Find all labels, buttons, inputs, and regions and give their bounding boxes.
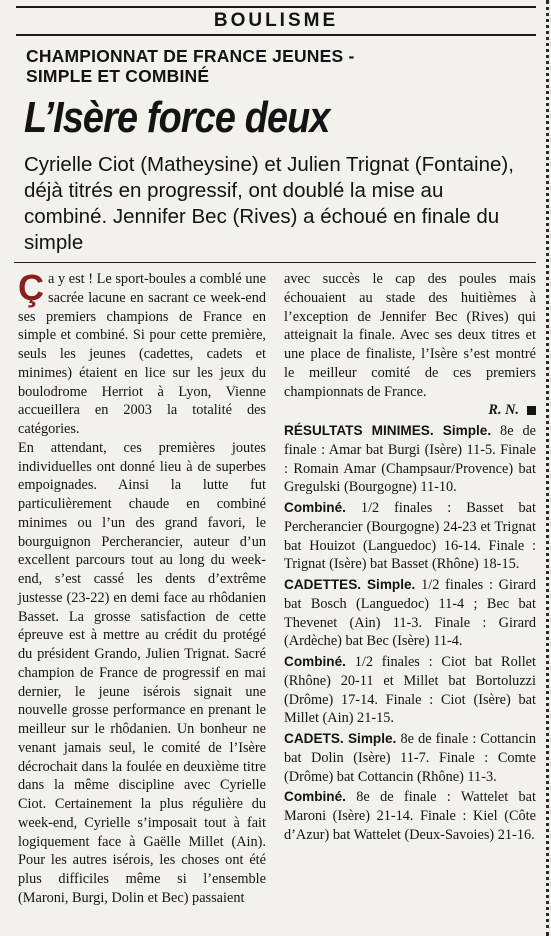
result-heading: Combiné. bbox=[284, 500, 346, 515]
result-text: 1/2 finales : Basset bat Percherancier (Bourgogne) 24-23 et Trignat bat Houizot (Languedoc) 16-14. Finale : Trignat (Isère) bat Basset (Rhône) 18-15. bbox=[284, 500, 536, 573]
result-heading: Combiné. bbox=[284, 654, 346, 669]
result-heading: Combiné. bbox=[284, 789, 346, 805]
result-entry bbox=[284, 576, 536, 651]
page-edge-dotted-rule bbox=[546, 0, 549, 936]
article-paragraph-2-part-a: En attendant, ces premières joutes individuelles ont donné lieu à de superbes empoignades. Ainsi la lutte fut particulièrement chaude en combiné minimes ou l’un des grand favori, le bourguignon Percherancier, auteur d’un excellent parcours tout au long du week-end, s’est cassé les dents d’extrême justesse (23-22) en demi face au rhôdanien Basset. La grosse satisfaction de cette épreuve est à mettre au crédit du protégé du président Grando, Julien Trignat. Sacré champion de France de progressif en mai dernier, le jeune isérois signait une nouvelle grosse performance en prenant le meilleur sur le rhôdanien. Un bonheur ne venant jamais seul, le comité de l’Isère décrochait dans la foulée en deuxième titre dans la même discipline avec Cyrielle Ciot. Certainement la plus régulière du week-end, Cyrielle s’imposait tout à fait logiquement face à Gaëlle Millet (Ain). Pour les autres isérois, les choses ont été plus difficiles même si l’ensemble (Maroni, Burgi, Dolin et Bec) passaient bbox=[18, 439, 266, 906]
result-text: 8e de finale : Cottancin bat Dolin (Isère) 11-7. Finale : Comte (Drôme) bat Cottancin (Rhône) 11-3. bbox=[284, 731, 537, 785]
article-signature bbox=[284, 401, 536, 420]
article-headline: L’Isère force deux bbox=[24, 93, 330, 142]
drop-cap: Ç bbox=[18, 267, 44, 308]
kicker-line-2: SIMPLE ET COMBINÉ bbox=[26, 66, 210, 86]
result-text: 8e de finale : Wattelet bat Maroni (Isère) 21-14. Finale : Kiel (Côte d’Azur) bat Wattelet (Deux-Savoies) 21-16. bbox=[284, 789, 536, 843]
result-entry bbox=[284, 653, 536, 728]
article-column-left bbox=[18, 267, 266, 908]
signature-text: R. N. bbox=[488, 402, 519, 419]
kicker-line-1: CHAMPIONNAT DE FRANCE JEUNES - bbox=[26, 46, 355, 66]
article-paragraph-1 bbox=[18, 267, 266, 439]
article-column-right bbox=[284, 270, 536, 845]
result-text: 1/2 finales : Girard bat Bosch (Languedoc) 11-4 ; Bec bat Thevenet (Ain) 11-3. Finale : Girard (Ardèche) bat Bec (Isère) 11-4. bbox=[284, 577, 536, 650]
column-separator-rule bbox=[14, 262, 536, 263]
end-mark-icon bbox=[527, 406, 536, 415]
result-text: 1/2 finales : Ciot bat Rollet (Rhône) 20-11 et Millet bat Bortoluzzi (Drôme) 17-14. Finale : Ciot (Isère) bat Millet (Ain) 21-15. bbox=[284, 654, 536, 727]
result-entry bbox=[284, 422, 536, 497]
result-entry bbox=[284, 730, 536, 786]
result-text: 8e de finale : Amar bat Burgi (Isère) 11-5. Finale : Romain Amar (Champsaur/Provence) bat Gregulski (Bourgogne) 11-10. bbox=[284, 423, 536, 496]
result-heading: CADETTES. Simple. bbox=[284, 577, 416, 592]
result-entry bbox=[284, 499, 536, 574]
paragraph-1-text: a y est ! Le sport-boules a comblé une sacrée lacune en sacrant ce week-end ses premiers champions de France en simple et combiné. Si pour cette première, seuls les jeunes (cadettes, cadets et minimes) étaient en lice sur les jeux du boulodrome Herriot à Lyon, Vienne accueillera en 2003 la totalité des catégories. bbox=[18, 271, 266, 437]
result-heading: RÉSULTATS MINIMES. Simple. bbox=[284, 423, 492, 438]
article-kicker bbox=[26, 46, 536, 86]
section-rubric: BOULISME bbox=[16, 6, 536, 36]
article-lede: Cyrielle Ciot (Matheysine) et Julien Trignat (Fontaine), déjà titrés en progressif, ont doublé la mise au combiné. Jennifer Bec (Rives) a échoué en finale du simple bbox=[24, 153, 514, 254]
result-heading: CADETS. Simple. bbox=[284, 731, 397, 746]
result-entry bbox=[284, 788, 536, 844]
article-paragraph-2: avec succès le cap des poules mais échouaient au stade des huitièmes à l’exception de Jennifer Bec (Rives) qui atteignait la finale. Avec ses deux titres et une place de finaliste, l’Isère s’est montré le meilleur comité de ces premiers championnats de France. bbox=[284, 271, 536, 400]
